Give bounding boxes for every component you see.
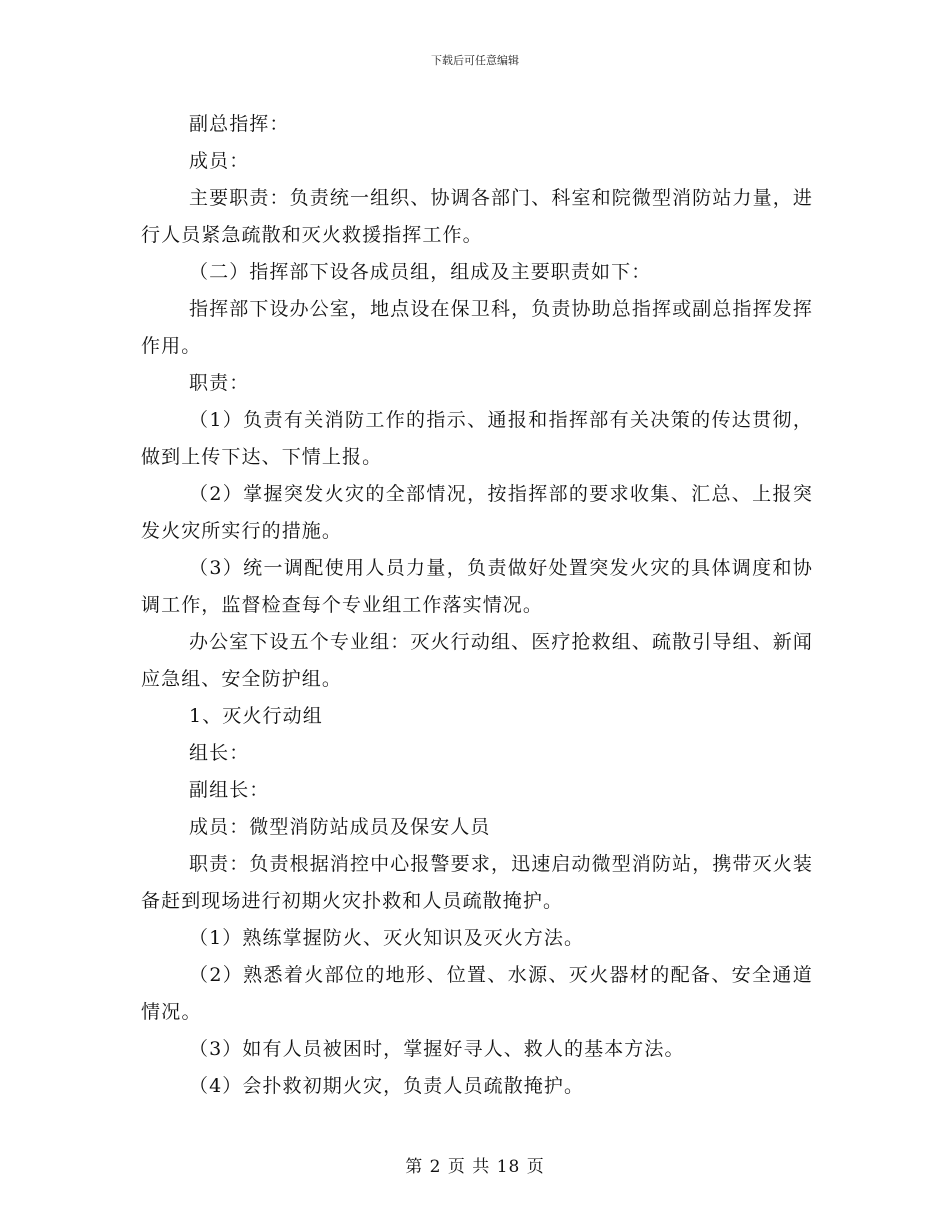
paragraph: 副组长： [189,779,270,801]
paragraph: （3）如有人员被困时，掌握好寻人、救人的基本方法。 [189,1038,685,1060]
paragraph: （2）熟悉着火部位的地形、位置、水源、灭火器材的配备、安全通道情况。 [141,964,813,1023]
paragraph: 职责： [189,372,250,394]
paragraph: 职责：负责根据消控中心报警要求，迅速启动微型消防站，携带灭火装备赶到现场进行初期火灾扑救和人员疏散掩护。 [141,853,813,912]
paragraph: （1）熟练掌握防火、灭火知识及灭火方法。 [189,927,585,949]
paragraph: 成员： [189,150,250,172]
paragraph: 组长： [189,742,250,764]
paragraph: 办公室下设五个专业组：灭火行动组、医疗抢救组、疏散引导组、新闻应急组、安全防护组。 [141,631,813,690]
page-header-note: 下载后可任意编辑 [431,54,519,67]
page-number: 第 2 页 共 18 页 [405,1157,545,1177]
paragraph: （二）指挥部下设各成员组，组成及主要职责如下： [189,261,652,283]
paragraph: 成员：微型消防站成员及保安人员 [189,816,491,838]
paragraph: （3）统一调配使用人员力量，负责做好处置突发火灾的具体调度和协调工作，监督检查每个专业组工作落实情况。 [141,557,813,616]
paragraph: 副总指挥： [189,113,290,135]
paragraph: 1、灭火行动组 [189,705,323,727]
paragraph: 指挥部下设办公室，地点设在保卫科，负责协助总指挥或副总指挥发挥作用。 [141,298,813,357]
paragraph: 主要职责：负责统一组织、协调各部门、科室和院微型消防站力量，进行人员紧急疏散和灭火救援指挥工作。 [141,187,813,246]
paragraph: （2）掌握突发火灾的全部情况，按指挥部的要求收集、汇总、上报突发火灾所实行的措施。 [141,483,813,542]
document-body [141,106,813,1105]
paragraph: （4）会扑救初期火灾，负责人员疏散掩护。 [189,1075,585,1097]
paragraph: （1）负责有关消防工作的指示、通报和指挥部有关决策的传达贯彻，做到上传下达、下情上报。 [141,409,813,468]
